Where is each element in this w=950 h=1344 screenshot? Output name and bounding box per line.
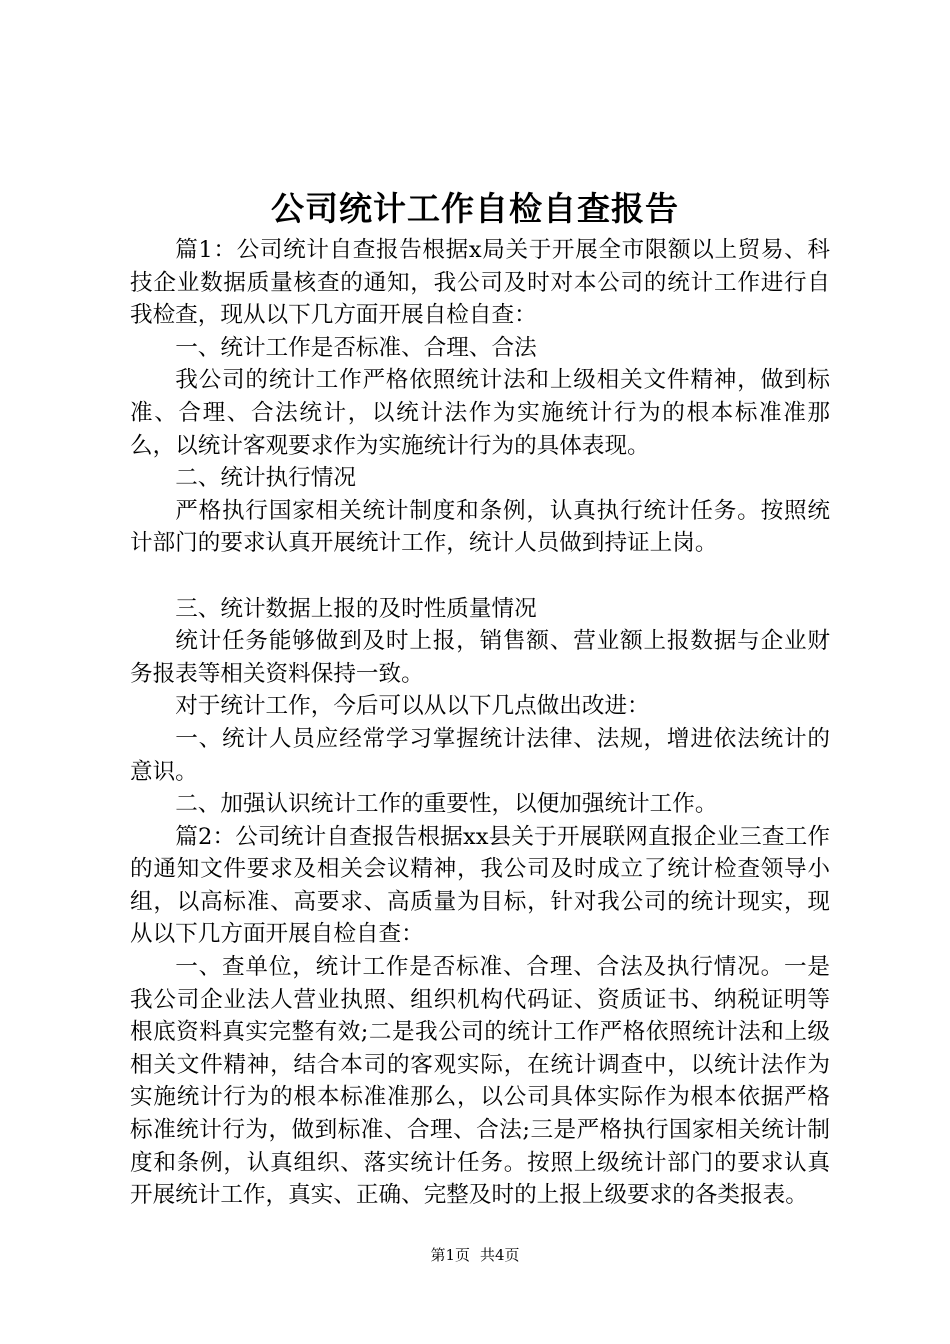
paragraph: 对于统计工作，今后可以从以下几点做出改进：: [175, 693, 650, 720]
paragraph: 三、统计数据上报的及时性质量情况: [175, 595, 537, 622]
paragraph: 二、统计执行情况: [175, 465, 356, 492]
document-body: [130, 234, 830, 1212]
paragraph: 篇2：公司统计自查报告根据xx县关于开展联网直报企业三查工作的通知文件要求及相关会议精神，我公司及时成立了统计检查领导小组，以高标准、高要求、高质量为目标，针对我公司的统计现实，现从以下几方面开展自检自查：: [130, 823, 830, 948]
page-footer: [0, 1244, 950, 1265]
document-title: 公司统计工作自检自查报告: [271, 189, 679, 228]
paragraph: 统计任务能够做到及时上报，销售额、营业额上报数据与企业财务报表等相关资料保持一致。: [130, 628, 830, 687]
paragraph: 篇1：公司统计自查报告根据x局关于开展全市限额以上贸易、科技企业数据质量核查的通知，我公司及时对本公司的统计工作进行自我检查，现从以下几方面开展自检自查：: [130, 237, 830, 329]
paragraph: 一、查单位，统计工作是否标准、合理、合法及执行情况。一是我公司企业法人营业执照、组织机构代码证、资质证书、纳税证明等根底资料真实完整有效;二是我公司的统计工作严格依照统计法和上级相关文件精神，结合本司的客观实际，在统计调查中，以统计法作为实施统计行为的根本标准准那么，以公司具体实际作为根本依据严格标准统计行为，做到标准、合理、合法;三是严格执行国家相关统计制度和条例，认真组织、落实统计任务。按照上级统计部门的要求认真开展统计工作，真实、正确、完整及时的上报上级要求的各类报表。: [130, 954, 830, 1209]
paragraph: 一、统计人员应经常学习掌握统计法律、法规，增进依法统计的意识。: [130, 725, 830, 785]
paragraph: 严格执行国家相关统计制度和条例，认真执行统计任务。按照统计部门的要求认真开展统计工作，统计人员做到持证上岗。: [130, 497, 830, 557]
page-total: 共4页: [480, 1246, 520, 1264]
paragraph: 二、加强认识统计工作的重要性，以便加强统计工作。: [175, 791, 718, 818]
page-number: 第1页: [430, 1246, 470, 1264]
paragraph: 我公司的统计工作严格依照统计法和上级相关文件精神，做到标准、合理、合法统计，以统计法作为实施统计行为的根本标准准那么，以统计客观要求作为实施统计行为的具体表现。: [130, 367, 830, 459]
paragraph: 一、统计工作是否标准、合理、合法: [175, 334, 537, 361]
